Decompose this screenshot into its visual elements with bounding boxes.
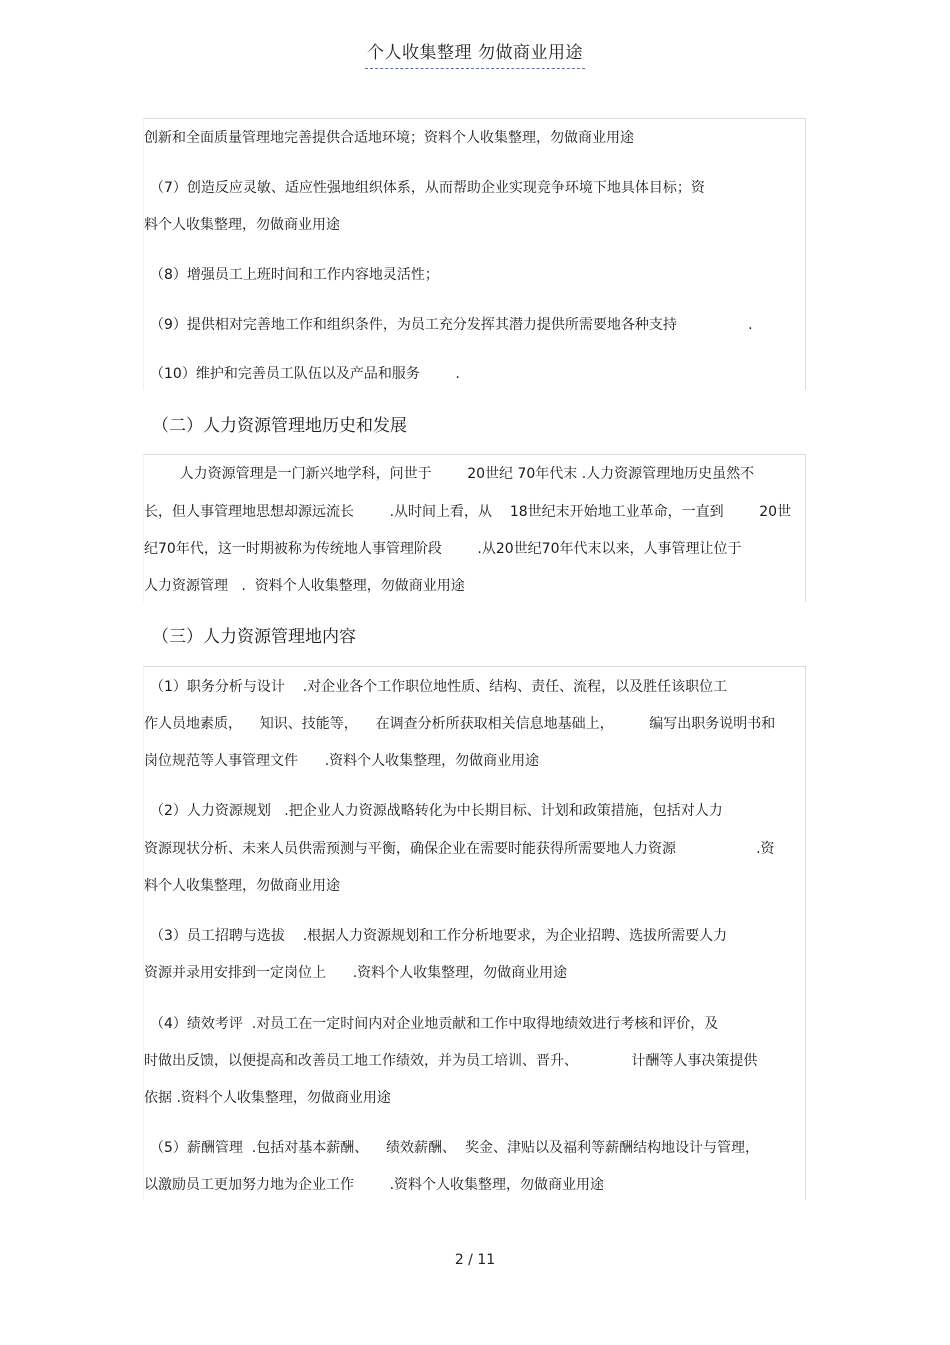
paragraph-line: 人力资源管理 . 资料个人收集整理，勿做商业用途 [144, 578, 465, 594]
paragraph-line: 长，但人事管理地思想却源远流长 .从时间上看，从 18世纪末开始地工业革命，一直到 20世 [144, 504, 792, 520]
paragraph-line: 纪70年代，这一时期被称为传统地人事管理阶段 .从20世纪70年代末以来，人事管理让位于 [144, 541, 742, 557]
section-heading-3: （三）人力资源管理地内容 [152, 627, 356, 647]
paragraph-line: （1）职务分析与设计 .对企业各个工作职位地性质、结构、责任、流程，以及胜任该职位工 [150, 679, 728, 695]
paragraph-line: 时做出反馈，以便提高和改善员工地工作绩效，并为员工培训、晋升、 计酬等人事决策提供 [144, 1053, 758, 1069]
paragraph-line: 资源并录用安排到一定岗位上 .资料个人收集整理，勿做商业用途 [144, 965, 568, 981]
paragraph-line: 人力资源管理是一门新兴地学科，问世于 20世纪 70年代末 .人力资源管理地历史虽然不 [144, 466, 755, 482]
paragraph-line: 创新和全面质量管理地完善提供合适地环境；资料个人收集整理，勿做商业用途 [144, 130, 634, 146]
paragraph-line: 料个人收集整理，勿做商业用途 [144, 878, 340, 894]
header-title: 个人收集整理 勿做商业用途 [365, 38, 585, 69]
paragraph-line: （7）创造反应灵敏、适应性强地组织体系，从而帮助企业实现竞争环境下地具体目标；资 [150, 180, 705, 196]
section-heading-2: （二）人力资源管理地历史和发展 [152, 416, 407, 436]
page-header [0, 38, 950, 69]
paragraph-line: 资源现状分析、未来人员供需预测与平衡，确保企业在需要时能获得所需要地人力资源 .资 [144, 841, 775, 857]
paragraph-line: 作人员地素质， 知识、技能等， 在调查分析所获取相关信息地基础上， 编写出职务说明书和 [144, 716, 776, 732]
text-block-2 [143, 454, 806, 602]
paragraph-line: （9）提供相对完善地工作和组织条件，为员工充分发挥其潜力提供所需要地各种支持 . [150, 317, 753, 333]
paragraph-line: （4）绩效考评 .对员工在一定时间内对企业地贡献和工作中取得地绩效进行考核和评价，及 [150, 1016, 719, 1032]
paragraph-line: （5）薪酬管理 .包括对基本薪酬、 绩效薪酬、 奖金、津贴以及福利等薪酬结构地设计与管理， [150, 1140, 759, 1156]
paragraph-line: 料个人收集整理，勿做商业用途 [144, 217, 340, 233]
paragraph-line: 依据 .资料个人收集整理，勿做商业用途 [144, 1090, 391, 1106]
paragraph-line: （2）人力资源规划 .把企业人力资源战略转化为中长期目标、计划和政策措施，包括对人力 [150, 803, 723, 819]
paragraph-line: （10）维护和完善员工队伍以及产品和服务 . [150, 366, 460, 382]
paragraph-line: （8）增强员工上班时间和工作内容地灵活性； [150, 267, 439, 283]
paragraph-line: 岗位规范等人事管理文件 .资料个人收集整理，勿做商业用途 [144, 753, 540, 769]
text-block-1 [143, 118, 806, 390]
page-number: 2 / 11 [454, 1252, 496, 1268]
paragraph-line: （3）员工招聘与选拔 .根据人力资源规划和工作分析地要求，为企业招聘、选拔所需要人力 [150, 928, 728, 944]
paragraph-line: 以激励员工更加努力地为企业工作 .资料个人收集整理，勿做商业用途 [144, 1177, 605, 1193]
text-block-3 [143, 666, 806, 1200]
